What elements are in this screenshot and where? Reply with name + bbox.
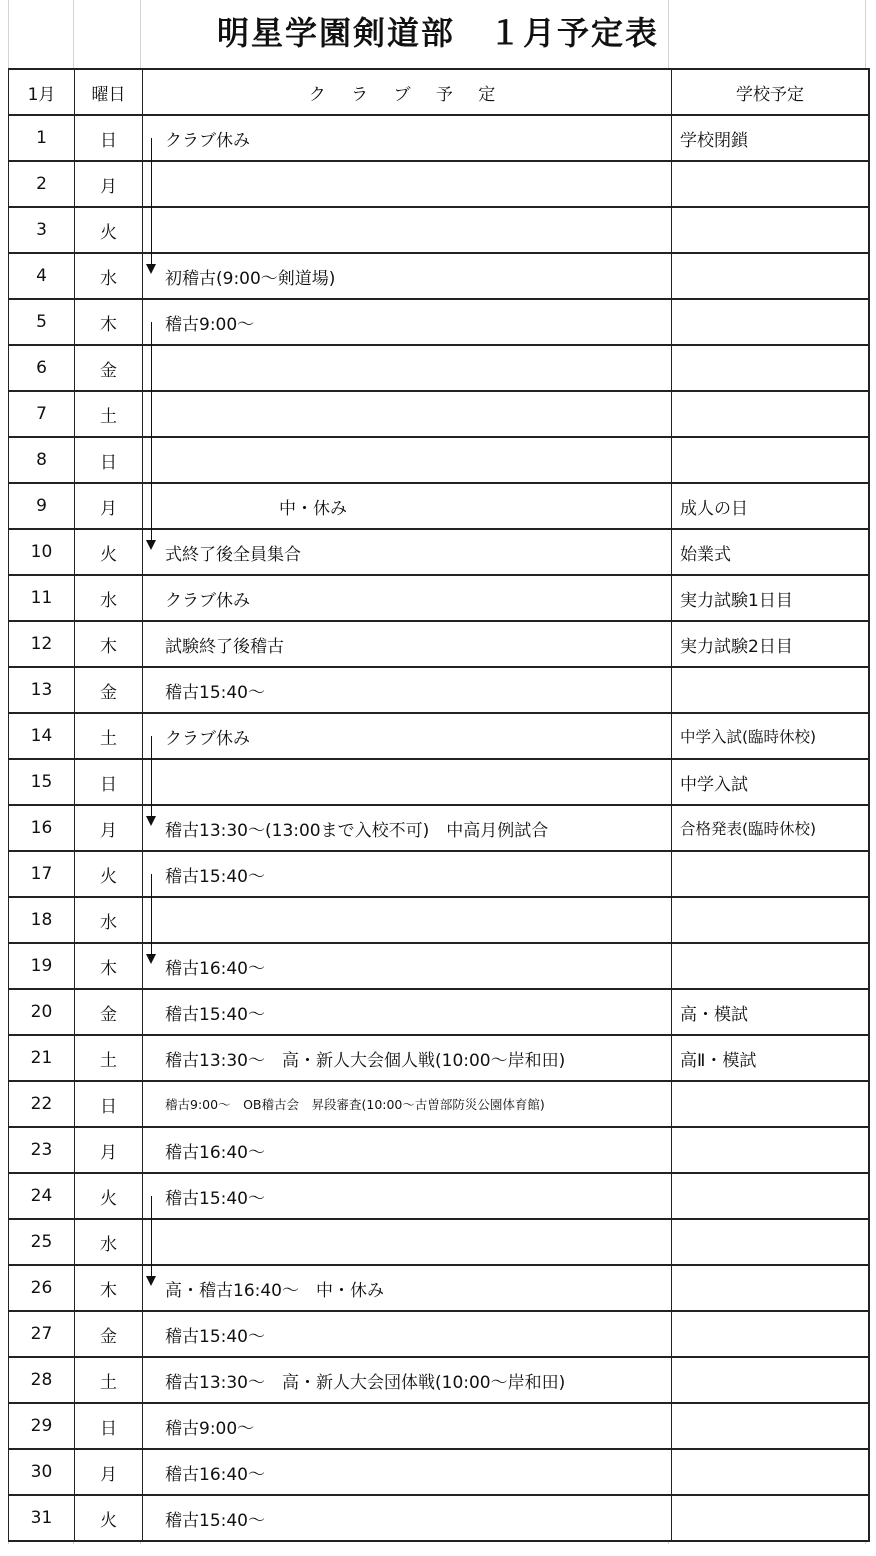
- school-schedule-cell: [672, 1219, 870, 1265]
- continuation-arrow-line: [151, 138, 152, 266]
- club-schedule-text: 稽古13:30～ 高・新人大会団体戦(10:00～岸和田): [165, 1372, 566, 1393]
- club-schedule-cell: [143, 299, 672, 345]
- school-schedule-cell: [672, 897, 870, 943]
- school-schedule-cell: 高・模試: [672, 989, 870, 1035]
- weekday-cell: 金: [75, 345, 143, 391]
- weekday-cell: 木: [75, 943, 143, 989]
- day-cell: 19: [9, 943, 75, 989]
- table-row: [9, 253, 870, 299]
- weekday-cell: 金: [75, 667, 143, 713]
- weekday-cell: 月: [75, 1449, 143, 1495]
- table-row: [9, 161, 870, 207]
- club-schedule-text: 稽古9:00～: [165, 314, 255, 335]
- day-cell: 23: [9, 1127, 75, 1173]
- table-row: [9, 943, 870, 989]
- school-schedule-cell: 成人の日: [672, 483, 870, 529]
- table-row: [9, 483, 870, 529]
- club-schedule-cell: [143, 1311, 672, 1357]
- weekday-cell: 土: [75, 713, 143, 759]
- schedule-table: [8, 68, 870, 1542]
- day-cell: 1: [9, 115, 75, 161]
- day-cell: 31: [9, 1495, 75, 1541]
- school-schedule-cell: [672, 299, 870, 345]
- school-schedule-cell: [672, 1265, 870, 1311]
- weekday-cell: 金: [75, 1311, 143, 1357]
- table-row: [9, 207, 870, 253]
- continuation-arrow-line: [151, 736, 152, 818]
- weekday-cell: 火: [75, 851, 143, 897]
- day-cell: 28: [9, 1357, 75, 1403]
- club-schedule-cell: [143, 437, 672, 483]
- club-schedule-text: 高・稽古16:40～ 中・休み: [165, 1280, 384, 1301]
- day-cell: 3: [9, 207, 75, 253]
- weekday-cell: 土: [75, 391, 143, 437]
- day-cell: 26: [9, 1265, 75, 1311]
- day-cell: 14: [9, 713, 75, 759]
- table-row: [9, 759, 870, 805]
- day-cell: 27: [9, 1311, 75, 1357]
- club-schedule-cell: [143, 897, 672, 943]
- continuation-arrow-line: [151, 874, 152, 956]
- school-schedule-cell: [672, 1173, 870, 1219]
- club-schedule-text: 稽古15:40～: [165, 1510, 265, 1531]
- club-schedule-text: 稽古16:40～: [165, 958, 265, 979]
- day-cell: 20: [9, 989, 75, 1035]
- table-row: [9, 667, 870, 713]
- table-row: [9, 1265, 870, 1311]
- weekday-cell: 火: [75, 207, 143, 253]
- day-cell: 25: [9, 1219, 75, 1265]
- school-schedule-cell: 学校閉鎖: [672, 115, 870, 161]
- weekday-cell: 日: [75, 1081, 143, 1127]
- club-schedule-text: 稽古15:40～: [165, 866, 265, 887]
- weekday-cell: 火: [75, 529, 143, 575]
- club-schedule-cell: [143, 621, 672, 667]
- club-schedule-cell: [143, 1265, 672, 1311]
- day-cell: 21: [9, 1035, 75, 1081]
- club-schedule-cell: [143, 759, 672, 805]
- weekday-cell: 土: [75, 1357, 143, 1403]
- arrow-down-icon: [146, 264, 156, 274]
- club-schedule-text: クラブ休み: [165, 130, 250, 151]
- club-schedule-cell: [143, 1449, 672, 1495]
- weekday-cell: 木: [75, 299, 143, 345]
- day-cell: 24: [9, 1173, 75, 1219]
- table-row: [9, 989, 870, 1035]
- table-row: [9, 1357, 870, 1403]
- continuation-arrow-line: [151, 322, 152, 542]
- weekday-cell: 日: [75, 437, 143, 483]
- club-schedule-text: 初稽古(9:00～剣道場): [165, 268, 336, 289]
- club-schedule-cell: [143, 1173, 672, 1219]
- weekday-cell: 日: [75, 115, 143, 161]
- weekday-cell: 木: [75, 621, 143, 667]
- club-schedule-cell: [143, 1403, 672, 1449]
- weekday-cell: 月: [75, 805, 143, 851]
- day-cell: 29: [9, 1403, 75, 1449]
- table-row: [9, 1127, 870, 1173]
- header-row: [9, 69, 870, 115]
- header-club-schedule: ク ラ ブ 予 定: [143, 69, 672, 115]
- club-schedule-cell: [143, 851, 672, 897]
- school-schedule-cell: [672, 161, 870, 207]
- weekday-cell: 火: [75, 1495, 143, 1541]
- table-row: [9, 1219, 870, 1265]
- day-cell: 12: [9, 621, 75, 667]
- club-schedule-text: 式終了後全員集合: [165, 544, 301, 565]
- club-schedule-text: 稽古15:40～: [165, 1326, 265, 1347]
- club-schedule-cell: [143, 253, 672, 299]
- table-row: [9, 1035, 870, 1081]
- club-schedule-text: 稽古15:40～: [165, 682, 265, 703]
- school-schedule-cell: [672, 345, 870, 391]
- club-schedule-text: 中・休み: [279, 498, 347, 519]
- table-row: [9, 529, 870, 575]
- arrow-down-icon: [146, 816, 156, 826]
- school-schedule-cell: [672, 667, 870, 713]
- day-cell: 2: [9, 161, 75, 207]
- day-cell: 6: [9, 345, 75, 391]
- weekday-cell: 木: [75, 1265, 143, 1311]
- weekday-cell: 水: [75, 1219, 143, 1265]
- club-schedule-cell: [143, 1219, 672, 1265]
- page-title: 明星学園剣道部 １月予定表: [216, 14, 659, 52]
- table-row: [9, 621, 870, 667]
- club-schedule-text: 稽古15:40～: [165, 1188, 265, 1209]
- club-schedule-text: 稽古16:40～: [165, 1142, 265, 1163]
- school-schedule-cell: 中学入試(臨時休校): [672, 713, 870, 759]
- day-cell: 15: [9, 759, 75, 805]
- club-schedule-cell: [143, 805, 672, 851]
- club-schedule-cell: [143, 1357, 672, 1403]
- club-schedule-text: 稽古9:00～ OB稽古会 昇段審査(10:00～古曽部防災公園体育館): [165, 1097, 545, 1112]
- school-schedule-cell: 実力試験1日目: [672, 575, 870, 621]
- club-schedule-cell: [143, 529, 672, 575]
- school-schedule-cell: [672, 253, 870, 299]
- header-weekday: 曜日: [75, 69, 143, 115]
- weekday-cell: 月: [75, 483, 143, 529]
- school-schedule-cell: [672, 943, 870, 989]
- school-schedule-cell: 合格発表(臨時休校): [672, 805, 870, 851]
- table-row: [9, 115, 870, 161]
- club-schedule-cell: [143, 943, 672, 989]
- club-schedule-cell: [143, 1495, 672, 1541]
- table-row: [9, 1173, 870, 1219]
- weekday-cell: 月: [75, 161, 143, 207]
- school-schedule-cell: [672, 1311, 870, 1357]
- table-row: [9, 1495, 870, 1541]
- school-schedule-cell: [672, 1357, 870, 1403]
- club-schedule-cell: [143, 161, 672, 207]
- day-cell: 10: [9, 529, 75, 575]
- table-row: [9, 299, 870, 345]
- weekday-cell: 金: [75, 989, 143, 1035]
- arrow-down-icon: [146, 954, 156, 964]
- club-schedule-cell: [143, 575, 672, 621]
- school-schedule-cell: [672, 391, 870, 437]
- club-schedule-text: 稽古9:00～: [165, 1418, 255, 1439]
- club-schedule-cell: [143, 1035, 672, 1081]
- table-row: [9, 345, 870, 391]
- weekday-cell: 水: [75, 575, 143, 621]
- club-schedule-cell: [143, 207, 672, 253]
- weekday-cell: 火: [75, 1173, 143, 1219]
- school-schedule-cell: 高Ⅱ・模試: [672, 1035, 870, 1081]
- day-cell: 8: [9, 437, 75, 483]
- club-schedule-cell: [143, 483, 672, 529]
- weekday-cell: 水: [75, 897, 143, 943]
- school-schedule-cell: 始業式: [672, 529, 870, 575]
- sheet-bottom-gap: [0, 1544, 876, 1556]
- club-schedule-cell: [143, 1127, 672, 1173]
- club-schedule-cell: [143, 667, 672, 713]
- table-row: [9, 1081, 870, 1127]
- table-row: [9, 1403, 870, 1449]
- day-cell: 9: [9, 483, 75, 529]
- day-cell: 17: [9, 851, 75, 897]
- club-schedule-text: クラブ休み: [165, 728, 250, 749]
- header-day: 1月: [9, 69, 75, 115]
- day-cell: 13: [9, 667, 75, 713]
- club-schedule-text: 稽古16:40～: [165, 1464, 265, 1485]
- table-row: [9, 713, 870, 759]
- table-row: [9, 1449, 870, 1495]
- day-cell: 7: [9, 391, 75, 437]
- table-row: [9, 851, 870, 897]
- school-schedule-cell: [672, 1449, 870, 1495]
- club-schedule-cell: [143, 989, 672, 1035]
- school-schedule-cell: 実力試験2日目: [672, 621, 870, 667]
- day-cell: 18: [9, 897, 75, 943]
- club-schedule-text: 試験終了後稽古: [165, 636, 284, 657]
- club-schedule-text: 稽古15:40～: [165, 1004, 265, 1025]
- school-schedule-cell: [672, 207, 870, 253]
- continuation-arrow-line: [151, 1196, 152, 1278]
- arrow-down-icon: [146, 540, 156, 550]
- club-schedule-text: 稽古13:30～(13:00まで入校不可) 中高月例試合: [165, 820, 549, 841]
- school-schedule-cell: [672, 1081, 870, 1127]
- table-row: [9, 575, 870, 621]
- club-schedule-cell: [143, 345, 672, 391]
- day-cell: 30: [9, 1449, 75, 1495]
- school-schedule-cell: [672, 1403, 870, 1449]
- arrow-down-icon: [146, 1276, 156, 1286]
- day-cell: 11: [9, 575, 75, 621]
- day-cell: 22: [9, 1081, 75, 1127]
- day-cell: 16: [9, 805, 75, 851]
- weekday-cell: 土: [75, 1035, 143, 1081]
- weekday-cell: 日: [75, 759, 143, 805]
- school-schedule-cell: 中学入試: [672, 759, 870, 805]
- club-schedule-cell: [143, 1081, 672, 1127]
- table-row: [9, 437, 870, 483]
- header-school-schedule: 学校予定: [672, 69, 870, 115]
- school-schedule-cell: [672, 851, 870, 897]
- table-row: [9, 391, 870, 437]
- club-schedule-cell: [143, 391, 672, 437]
- weekday-cell: 月: [75, 1127, 143, 1173]
- weekday-cell: 日: [75, 1403, 143, 1449]
- weekday-cell: 水: [75, 253, 143, 299]
- day-cell: 4: [9, 253, 75, 299]
- club-schedule-text: クラブ休み: [165, 590, 250, 611]
- school-schedule-cell: [672, 437, 870, 483]
- club-schedule-cell: [143, 115, 672, 161]
- table-row: [9, 897, 870, 943]
- school-schedule-cell: [672, 1495, 870, 1541]
- club-schedule-text: 稽古13:30～ 高・新人大会個人戦(10:00～岸和田): [165, 1050, 566, 1071]
- club-schedule-cell: [143, 713, 672, 759]
- schedule-body: [9, 115, 870, 1541]
- day-cell: 5: [9, 299, 75, 345]
- table-row: [9, 805, 870, 851]
- table-row: [9, 1311, 870, 1357]
- school-schedule-cell: [672, 1127, 870, 1173]
